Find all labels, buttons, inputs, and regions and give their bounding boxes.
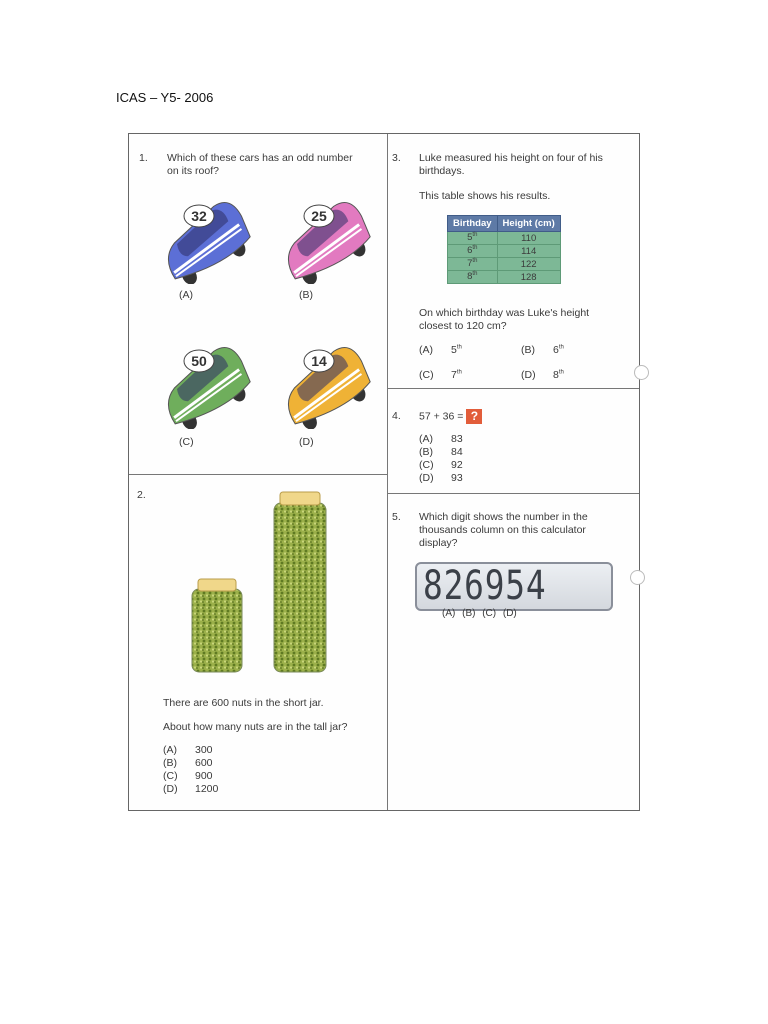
q4-option-b: (B) 84 xyxy=(419,446,463,458)
q4-option-a: (A) 83 xyxy=(419,433,463,445)
q3-question: On which birthday was Luke's height closest to 120 cm? xyxy=(419,307,590,332)
car-b xyxy=(271,186,371,284)
column-divider xyxy=(387,134,388,810)
row-divider-q1-q2 xyxy=(129,474,387,475)
table-header-birthday: Birthday xyxy=(448,216,498,232)
birthday-cell: 8th xyxy=(448,271,498,284)
digit-labels: (A) (B) (C) (D) xyxy=(442,608,517,619)
car-a xyxy=(151,186,251,284)
calculator-display xyxy=(415,562,613,611)
car-label: (A) xyxy=(179,289,193,301)
birthday-cell: 5th xyxy=(448,232,498,245)
roof-number: 50 xyxy=(191,353,207,369)
q3-table-intro: This table shows his results. xyxy=(419,190,551,202)
binder-hole xyxy=(630,570,645,585)
q3-text: Luke measured his height on four of his birthdays. xyxy=(419,152,603,177)
q3-option-b: (B) 6th xyxy=(521,344,564,356)
q4-number: 4. xyxy=(392,410,401,422)
calculator-digits: 826954 xyxy=(423,563,547,609)
table-row xyxy=(448,232,561,245)
car-label: (D) xyxy=(299,436,314,448)
car-label: (C) xyxy=(179,436,194,448)
birthday-cell: 7th xyxy=(448,258,498,271)
roof-number: 14 xyxy=(311,353,327,369)
q5-number: 5. xyxy=(392,511,401,523)
q4-option-c: (C) 92 xyxy=(419,459,463,471)
q1-text: Which of these cars has an odd number on its roof? xyxy=(167,152,353,177)
row-divider-q3-q4 xyxy=(387,388,639,389)
car-c xyxy=(151,331,251,429)
roof-number: 32 xyxy=(191,208,207,224)
table-row xyxy=(448,271,561,284)
q3-option-a: (A) 5th xyxy=(419,344,462,356)
q3-option-c: (C) 7th xyxy=(419,369,462,381)
q2-number: 2. xyxy=(137,489,146,501)
q2-option-d: (D) 1200 xyxy=(163,783,219,795)
nut-jars xyxy=(184,489,344,679)
table-header-height: Height (cm) xyxy=(497,216,560,232)
height-cell: 128 xyxy=(497,271,560,284)
question-sheet xyxy=(128,133,640,811)
roof-number: 25 xyxy=(311,208,327,224)
birthday-cell: 6th xyxy=(448,245,498,258)
q2-option-b: (B) 600 xyxy=(163,757,213,769)
height-table xyxy=(447,215,561,284)
q3-option-d: (D) 8th xyxy=(521,369,564,381)
q4-equation: 57 + 36 = ? xyxy=(419,409,482,424)
page-header: ICAS – Y5- 2006 xyxy=(116,90,214,105)
short-jar xyxy=(192,579,242,672)
car-d xyxy=(271,331,371,429)
q2-text-short: There are 600 nuts in the short jar. xyxy=(163,697,324,709)
table-row xyxy=(448,245,561,258)
height-cell: 114 xyxy=(497,245,560,258)
row-divider-q4-q5 xyxy=(387,493,639,494)
table-row xyxy=(448,258,561,271)
q2-option-a: (A) 300 xyxy=(163,744,213,756)
q2-option-c: (C) 900 xyxy=(163,770,213,782)
q4-option-d: (D) 93 xyxy=(419,472,463,484)
q5-text: Which digit shows the number in the thousands column on this calculator display? xyxy=(419,511,588,549)
q1-number: 1. xyxy=(139,152,148,164)
binder-hole xyxy=(634,365,649,380)
height-cell: 110 xyxy=(497,232,560,245)
tall-jar xyxy=(274,492,326,672)
q2-text-tall: About how many nuts are in the tall jar? xyxy=(163,721,348,733)
q3-number: 3. xyxy=(392,152,401,164)
height-cell: 122 xyxy=(497,258,560,271)
car-label: (B) xyxy=(299,289,313,301)
question-mark-box: ? xyxy=(466,409,482,424)
